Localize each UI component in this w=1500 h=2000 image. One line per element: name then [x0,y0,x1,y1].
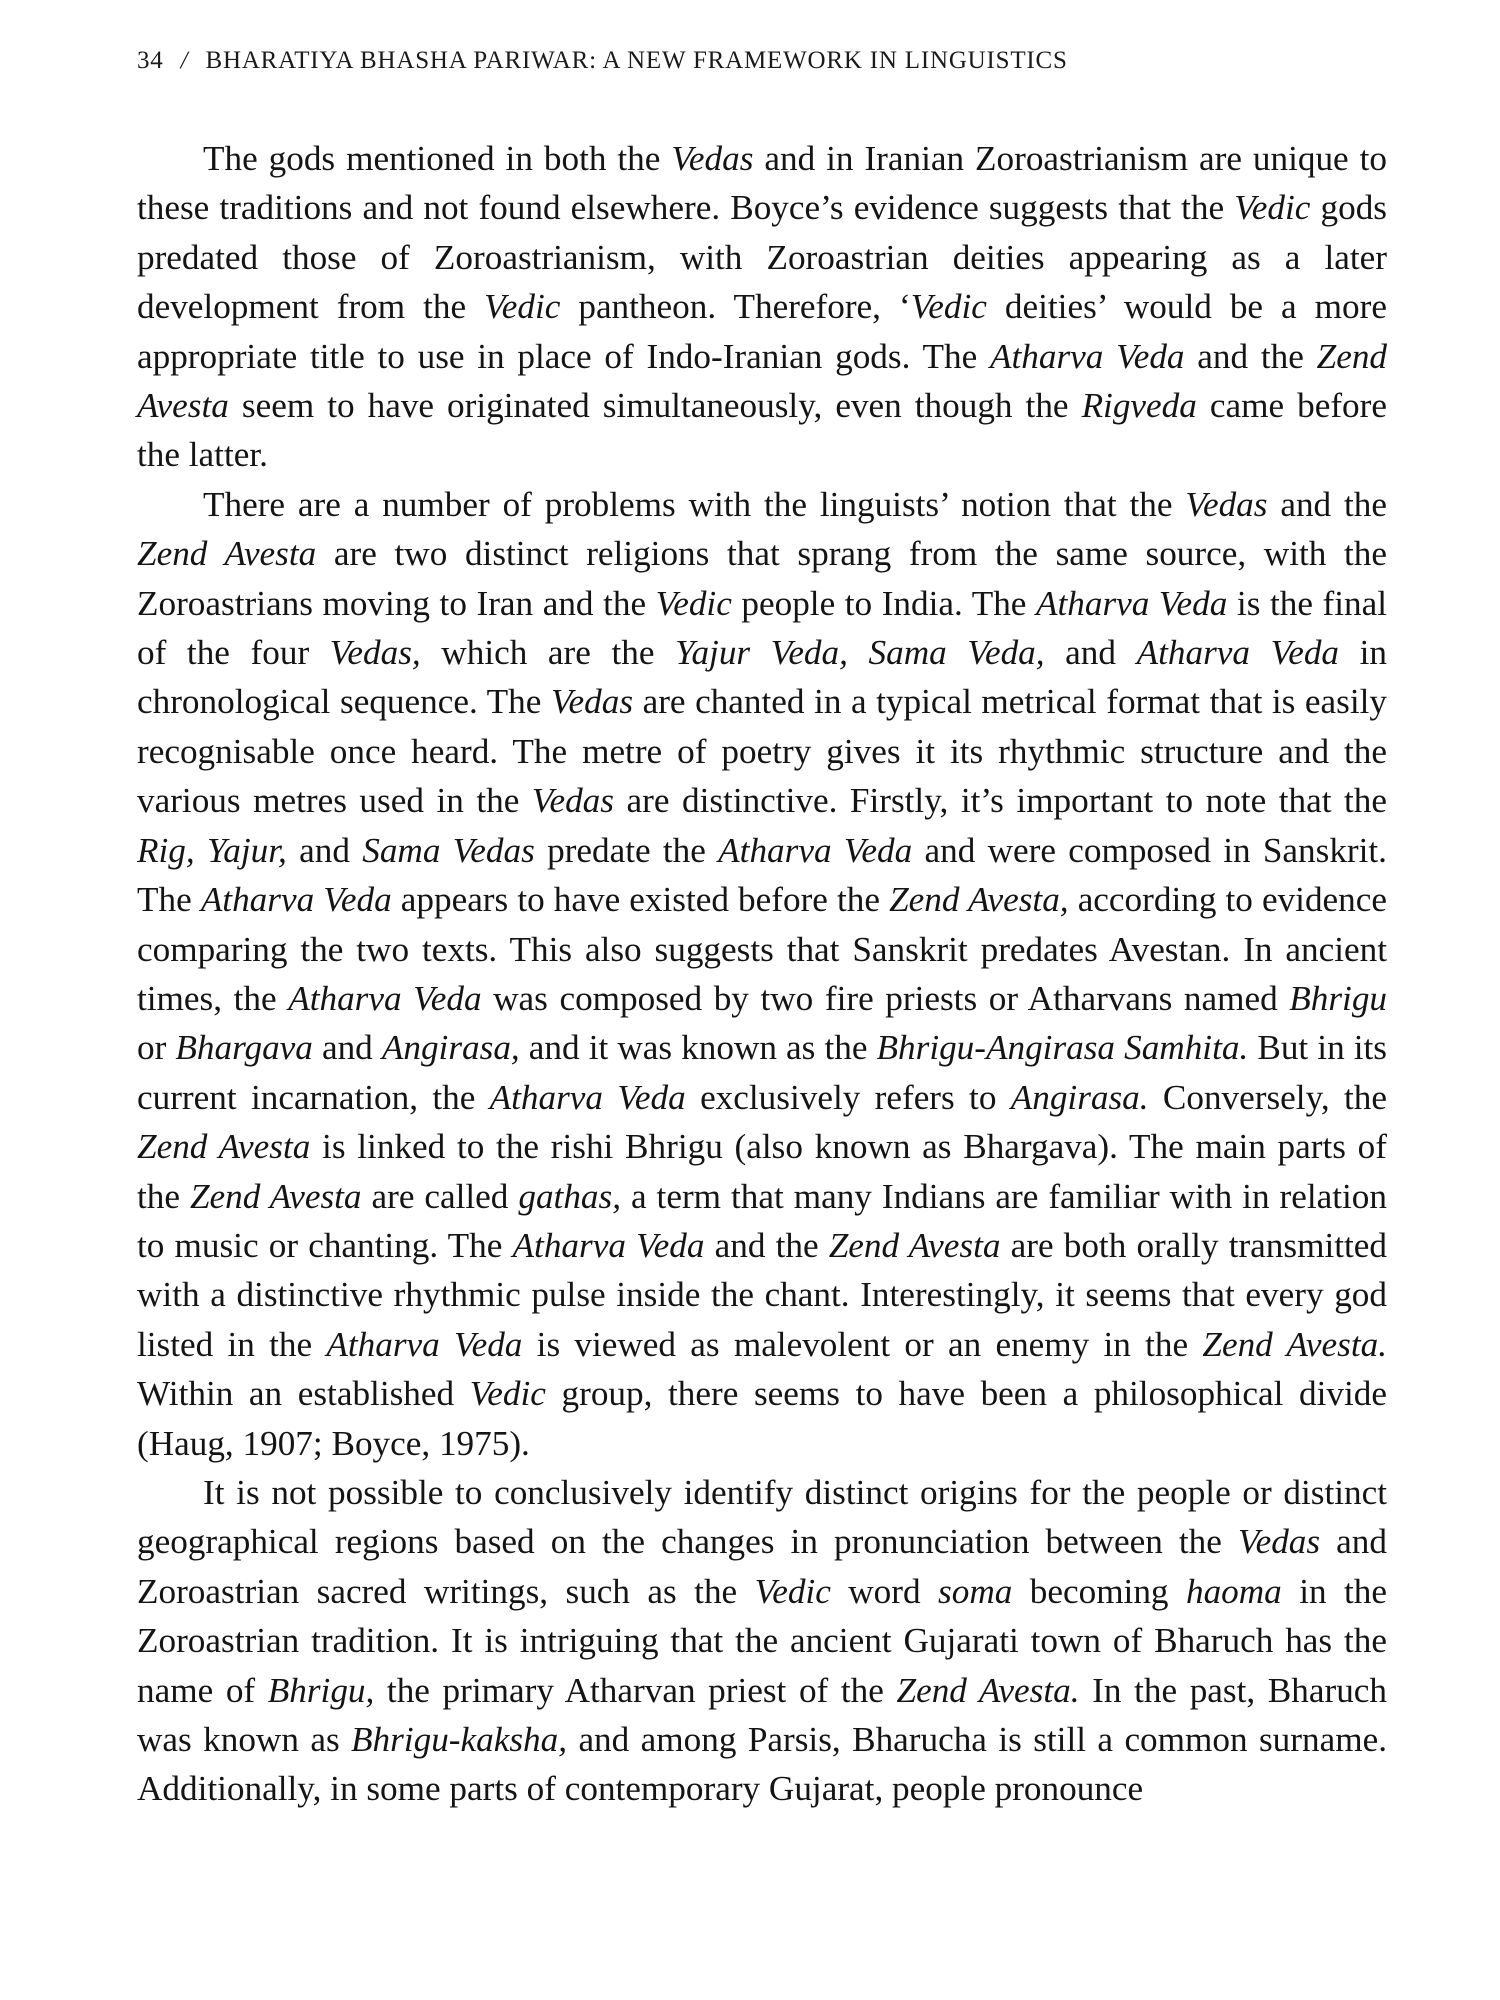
italic-term: Vedas [671,139,754,178]
text-run: exclusively refers to [685,1077,1011,1117]
text-run: and the [1267,484,1387,524]
text-run: is linked to the rishi Bhrigu (also known as Bhargava). The main parts of the [137,1127,1387,1216]
paragraph [137,134,1387,480]
italic-term: Angirasa. [1010,1077,1149,1117]
italic-term: Yajur Veda, Sama Veda, [675,633,1045,673]
text-run: came before the latter. [137,386,1387,475]
italic-term: Vedas [550,682,634,722]
text-run: a term that many Indians are familiar with in relation to music or chanting. The [137,1176,1387,1265]
text-run: It is not possible to conclusively identify distinct origins for the people or distinct geographical regions based on the changes in pronunciation between the [137,1472,1387,1562]
italic-term: Vedas [1237,1522,1321,1562]
italic-term: Rig, Yajur, [137,830,287,870]
text-run: is viewed as malevolent or an enemy in the [522,1324,1203,1364]
italic-term: haoma [1185,1571,1282,1611]
italic-term: Zend Avesta [828,1225,1001,1265]
text-run: group, there seems to have been a philosophical divide (Haug, 1907; Boyce, 1975). [137,1374,1387,1463]
text-run: in the Zoroastrian tradition. It is intriguing that the ancient Gujarati town of Bharuch has the name of [137,1571,1387,1710]
italic-term: Zend Avesta [137,1127,311,1167]
italic-term: Vedas [1185,484,1268,524]
italic-term: Zend Avesta [189,1176,362,1216]
italic-term: Atharva Veda [200,880,392,920]
italic-term: Atharva Veda [489,1077,686,1117]
italic-term: Zend Avesta [137,534,317,574]
text-run: are distinctive. Firstly, it’s important to note that the [613,781,1387,821]
italic-term: Atharva Veda [1036,583,1228,623]
italic-term: Vedas [531,781,614,821]
text-run: and [1044,633,1137,673]
text-run: and the [1184,336,1317,376]
text-run: which are the [420,633,676,673]
italic-term: Zend Avesta. [896,1670,1080,1710]
text-run: or [137,1028,176,1068]
italic-term: Atharva Veda [512,1225,705,1265]
text-run: becoming [1012,1571,1186,1611]
italic-term: Bhrigu-kaksha, [351,1720,568,1759]
italic-term: Bhrigu-Angirasa Samhita. [876,1028,1249,1068]
text-run: and [312,1028,382,1068]
italic-term: Vedic [1234,188,1311,228]
italic-term: Bhargava [175,1028,313,1068]
running-head [137,47,1397,75]
italic-term: Rigveda [1081,386,1197,426]
text-run: are two distinct religions that sprang from the same source, with the Zoroastrians moving to Iran and the [137,534,1387,623]
page-number: 34 [137,47,164,74]
italic-term: Vedic [469,1374,546,1414]
italic-term: Zend Avesta, [889,880,1069,920]
paragraph [137,1468,1387,1814]
italic-term: Vedic [754,1571,831,1611]
text-run: people to India. The [731,583,1036,623]
italic-term: Zend Avesta. [1202,1324,1388,1364]
text-run: in chronological sequence. The [137,633,1388,722]
text-run: word [830,1571,939,1611]
italic-term: gathas, [518,1176,622,1216]
italic-term: soma [938,1571,1013,1611]
italic-term: Vedic [484,287,561,327]
text-run: and it was known as the [519,1028,877,1068]
header-separator: / [180,47,189,74]
text-run: Conversely, the [1148,1077,1387,1117]
book-title: BHARATIYA BHASHA PARIWAR: A NEW FRAMEWORK IN LINGUISTICS [205,47,1068,74]
italic-term: Vedic [910,287,987,327]
text-run: predate the [534,830,719,870]
text-run: and the [704,1225,829,1265]
text-run: and Zoroastrian sacred writings, such as the [137,1522,1387,1611]
text-run: are chanted in a typical metrical format that is easily recognisable once heard. The metre of poetry gives it its rhythmic structure and the various metres used in the [137,682,1388,821]
text-run: and were composed in Sanskrit. The [137,830,1387,920]
body-text [137,134,1387,1814]
text-run: are called [361,1176,519,1216]
text-run: In the past, Bharuch was known as [137,1670,1388,1759]
italic-term: Bhrigu [1289,978,1388,1018]
text-run: deities’ would be a more appropriate title to use in place of Indo-Iranian gods. The [137,287,1387,376]
italic-term: Angirasa, [381,1028,520,1068]
italic-term: Atharva Veda [718,830,913,870]
text-run: the primary Atharvan priest of the [374,1670,897,1710]
italic-term: Atharva Veda [990,336,1185,376]
italic-term: Bhrigu, [267,1670,375,1710]
italic-term: Atharva Veda [1136,633,1340,673]
italic-term: Atharva Veda [288,978,482,1018]
italic-term: Atharva Veda [326,1324,523,1364]
text-run: according to evidence comparing the two texts. This also suggests that Sanskrit predates Avestan. In ancient times, the [137,880,1388,1018]
text-run: pantheon. Therefore, ‘ [560,287,911,327]
text-run: and in Iranian Zoroastrianism are unique to these traditions and not found elsewhere. Boyce’s evidence suggests that the [137,139,1387,228]
text-run: seem to have originated simultaneously, even though the [228,386,1082,426]
italic-term: Sama Vedas [362,830,535,870]
text-run: and [286,830,363,870]
text-run: Within an established [137,1374,470,1414]
text-run: There are a number of problems with the linguists’ notion that the [203,484,1186,524]
italic-term: Vedic [655,583,732,623]
text-run: The gods mentioned in both the [203,139,672,178]
paragraph [137,480,1387,1468]
text-run: and among Parsis, Bharucha is still a common surname. Additionally, in some parts of contemporary Gujarat, people pronounce [137,1720,1387,1809]
text-run: But in its current incarnation, the [137,1028,1387,1117]
text-run: was composed by two fire priests or Atharvans named [481,978,1290,1018]
italic-term: Zend Avesta [137,336,1388,426]
text-run: gods predated those of Zoroastrianism, with Zoroastrian deities appearing as a later development from the [137,188,1387,327]
text-run: appears to have existed before the [391,880,890,920]
text-run: are both orally transmitted with a distinctive rhythmic pulse inside the chant. Interestingly, it seems that every god listed in the [137,1225,1388,1364]
text-run: is the final of the four [137,583,1387,673]
italic-term: Vedas, [329,633,421,673]
